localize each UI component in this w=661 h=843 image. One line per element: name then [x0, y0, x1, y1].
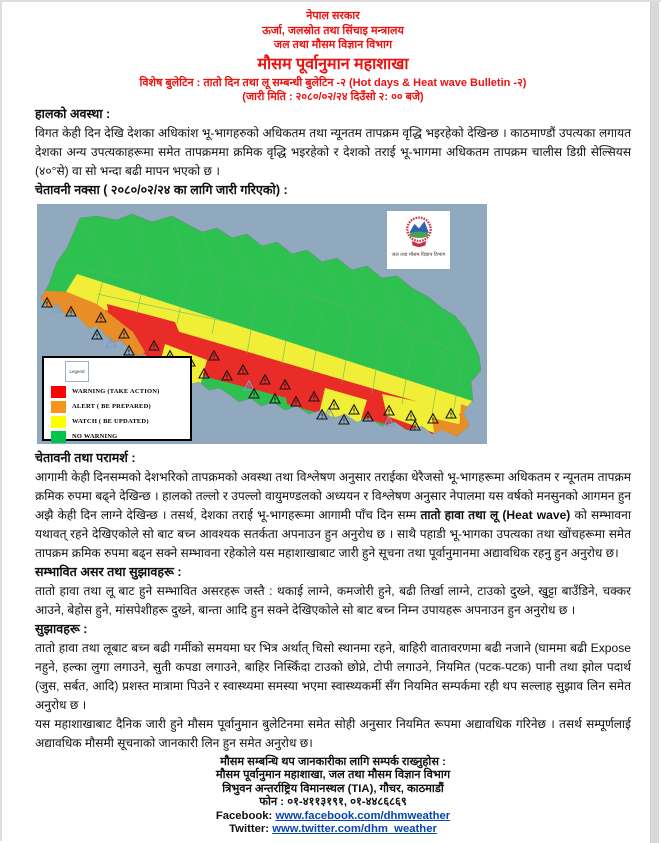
warning-map-heading: चेतावनी नक्सा ( २०८०/०२/२४ का लागि जारी गरिएको) :	[35, 182, 288, 197]
government-title: नेपाल सरकार	[306, 10, 360, 22]
division-title: मौसम पूर्वानुमान महाशाखा	[257, 55, 409, 73]
legend-item	[51, 400, 190, 414]
advisory-heading: चेतावनी तथा परामर्श :	[35, 450, 136, 465]
dhm-logo-caption: जल तथा मौसम विज्ञान विभाग	[391, 251, 446, 258]
warning-map	[37, 204, 487, 444]
contact-heading: मौसम सम्बन्धि थप जानकारीका लागि सम्पर्क राख्नुहोस :	[220, 755, 446, 768]
dhm-logo-icon	[401, 214, 437, 250]
suggestions-paragraph: तातो हावा तथा लूबाट बच्न बढी गर्मीको समयमा घर भित्र अर्थात् चिसो स्थानमा रहने, बाहिरी वातावरणमा बढी नजाने (घाममा बढी Expose नहुने, हल्का लुगा लगाउने, सुती कपडा लगाउने, बाहिर निस्किँदा टाउको छोप्ने, टोपी लगाउने, नियमित (पटक-पटक) पानी तथा झोल पदार्थ (जुस, सर्बत, आदि) प्रशस्त मात्रामा पिउने र स्वास्थ्यमा समस्या भएमा स्वास्थ्यकर्मी सँग नियमित सम्पर्कमा रही थप सल्लाह सुझाव लिन समेत अनुरोध छ ।	[35, 640, 631, 712]
issue-date-line: (जारी मिति : २०८०/०२/२४ दिउँसो २: ०० बजे)	[242, 91, 424, 103]
twitter-line	[35, 823, 631, 836]
legend-item-label: WARNING (TAKE ACTION)	[72, 388, 160, 395]
dhm-logo-box	[387, 211, 450, 269]
legend-item-label: NO WARNING	[72, 433, 118, 440]
legend-item-label: WATCH ( BE UPDATED)	[72, 418, 149, 425]
effects-heading: सम्भावित असर तथा सुझावहरू :	[35, 564, 182, 579]
document-body	[2, 2, 661, 836]
scrollbar[interactable]	[650, 2, 659, 843]
legend-item	[51, 385, 190, 399]
bulletin-title: विशेष बुलेटिन : तातो दिन तथा लू सम्बन्धी बुलेटिन -२ (Hot days & Heat wave Bulletin -२)	[139, 76, 527, 89]
legend-item-label: ALERT ( BE PREPARED)	[72, 403, 151, 410]
warning-color-swatch	[51, 386, 66, 398]
contact-address: त्रिभुवन अन्तर्राष्ट्रिय विमानस्थल (TIA), गौचर, काठमाडौं	[222, 782, 444, 795]
advisory-paragraph	[35, 468, 631, 563]
twitter-label: Twitter:	[229, 823, 270, 835]
contact-org: मौसम पूर्वानुमान महाशाखा, जल तथा मौसम विज्ञान विभाग	[215, 769, 451, 781]
map-legend	[42, 356, 192, 441]
twitter-link[interactable]: www.twitter.com/dhm_weather	[272, 823, 437, 835]
legend-title-box: Legend	[65, 361, 89, 382]
legend-item	[51, 415, 190, 429]
facebook-line	[35, 810, 631, 823]
contact-footer	[35, 756, 631, 836]
alert-color-swatch	[51, 401, 66, 413]
advisory-text-pre: आगामी केही दिनसम्मको देशभरिको तापक्रमको अवस्था तथा विश्लेषण अनुसार तराईका धेरैजसो भू-भागहरूमा अधिकतम र न्यूनतम तापक्रम क्रमिक रुपमा बढ्ने देखिन्छ । हालको तल्लो र उपल्लो वायुमण्डलको अध्ययन र विश्लेषण अनुसार नेपालमा यस वर्षको मनसुनको आगमन हुन अझै केही दिन लाग्ने देखिन्छ । तसर्थ, देशका तराई भू-भागहरूमा आगामी पाँच दिन सम्म	[35, 469, 631, 522]
legend-item	[51, 430, 190, 444]
department-title: जल तथा मौसम विज्ञान विभाग	[273, 39, 393, 51]
watch-color-swatch	[51, 416, 66, 428]
closing-paragraph: यस महाशाखाबाट दैनिक जारी हुने मौसम पूर्वानुमान बुलेटिनमा समेत सोही अनुसार नियमित रूपमा अद्यावधिक गरिनेछ । तसर्थ सम्पूर्णलाई अद्यावधिक मौसमी सूचनाको जानकारी लिन हुन समेत अनुरोध छ।	[35, 716, 631, 750]
current-status-paragraph: विगत केही दिन देखि देशका अधिकांश भू-भागहरुको अधिकतम तथा न्यूनतम तापक्रम वृद्धि भइरहेको देखिन्छ । काठमाण्डौं उपत्यका लगायत देशका अन्य उपत्यकाहरूमा समेत तापक्रममा क्रमिक वृद्धि भइरहेको र देशको तराई भू-भागमा अधिकतम तापक्रम चालीस डिग्री सेल्सियस (४०°से) वा सो भन्दा बढी मापन भएको छ ।	[35, 125, 631, 178]
no-warning-color-swatch	[51, 431, 66, 443]
document-header	[35, 9, 631, 105]
effects-paragraph: तातो हावा तथा लू बाट हुने सम्भावित असरहरू जस्तै : थकाई लाग्ने, कमजोरी हुने, बढी तिर्खा लाग्ने, टाउको दुख्ने, खुट्टा बाउँडिने, चक्कर आउने, बेहोस हुने, मांसपेशीहरू दुख्ने, बान्ता आदि हुन सक्ने देखिएकोले सो बाट बच्न निम्न उपायहरू अपनाउन हुन अनुरोध छ ।	[35, 583, 631, 617]
ministry-title: ऊर्जा, जलस्रोत तथा सिंचाइ मन्त्रालय	[262, 24, 404, 37]
current-status-heading: हालको अवस्था :	[35, 106, 111, 121]
facebook-label: Facebook:	[215, 809, 273, 822]
advisory-text-post: को सम्भावना यथावत् रहने देखिएकोले सो बाट बच्न आवश्यक सतर्कता अपनाउन हुन अनुरोध छ । साथै पहाडी भू-भागका उपत्यका तथा खोंचहरूमा समेत तापक्रम क्रमिक रुपमा बढ्न सक्ने सम्भावना रहेकोले यस महाशाखाबाट जारी हुने सूचना तथा पूर्वानुमानमा अद्यावधिक रहनु हुन अनुरोध छ।	[35, 507, 631, 560]
heat-wave-bold-text: तातो हावा तथा लू (Heat wave)	[420, 507, 571, 522]
facebook-link[interactable]: www.facebook.com/dhmweather	[275, 809, 451, 822]
suggestions-heading: सुझावहरू :	[35, 621, 88, 636]
contact-phone: फोन : ०१-४११३१९१, ०१-४४८६८६९	[259, 796, 407, 808]
